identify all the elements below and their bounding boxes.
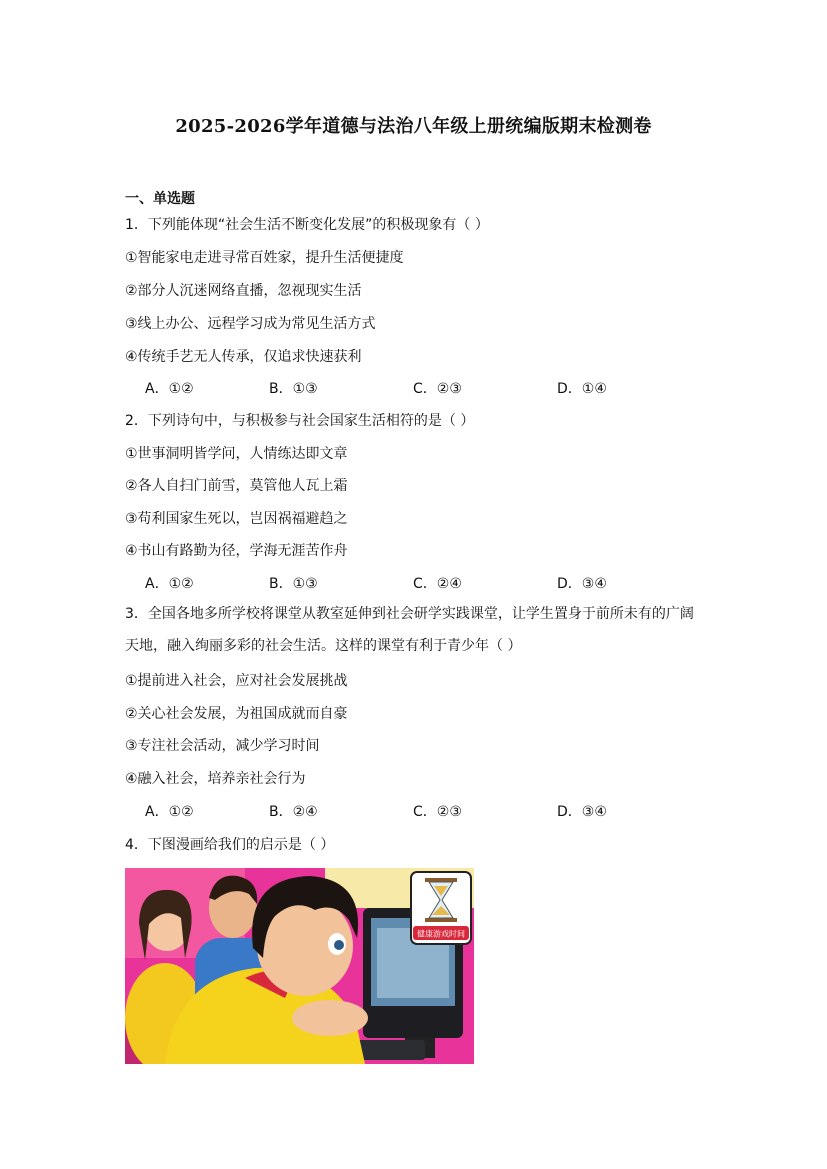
question-3-stem: 3．全国各地多所学校将课堂从教室延伸到社会研学实践课堂，让学生置身于前所未有的广阔天地，融入绚丽多彩的社会生活。这样的课堂有利于青少年（ ） [125, 606, 694, 654]
option-c[interactable]: C．②④ [413, 576, 462, 592]
option-d[interactable]: D．③④ [557, 804, 607, 820]
question-2-options [145, 573, 705, 593]
question-3-item-4: ④融入社会，培养亲社会行为 [125, 771, 306, 787]
question-2-item-4: ④书山有路勤为径，学海无涯苦作舟 [125, 543, 348, 559]
question-1-item-1: ①智能家电走进寻常百姓家，提升生活便捷度 [125, 250, 404, 266]
question-2-item-1: ①世事洞明皆学问，人情练达即文章 [125, 446, 348, 462]
sign-text: 健康游戏时间 [417, 929, 465, 939]
question-1-item-2: ②部分人沉迷网络直播，忽视现实生活 [125, 283, 362, 299]
page-title: 2025-2026学年道德与法治八年级上册统编版期末检测卷 [175, 116, 652, 137]
question-3-options [145, 801, 705, 821]
option-a[interactable]: A．①② [145, 381, 194, 397]
question-1-stem: 1．下列能体现“社会生活不断变化发展”的积极现象有（ ） [125, 217, 489, 233]
option-a[interactable]: A．①② [145, 576, 194, 592]
option-b[interactable]: B．①③ [269, 576, 318, 592]
question-2-item-2: ②各人自扫门前雪，莫管他人瓦上霜 [125, 478, 348, 494]
question-1-item-4: ④传统手艺无人传承，仅追求快速获利 [125, 349, 362, 365]
section-heading: 一、单选题 [125, 191, 195, 207]
question-1-options [145, 378, 705, 398]
question-1-item-3: ③线上办公、远程学习成为常见生活方式 [125, 316, 376, 332]
question-2-item-3: ③苟利国家生死以，岂因祸福避趋之 [125, 511, 348, 527]
comic-illustration [125, 868, 474, 1064]
option-c[interactable]: C．②③ [413, 804, 462, 820]
question-3-item-1: ①提前进入社会，应对社会发展挑战 [125, 673, 348, 689]
question-4-stem: 4．下图漫画给我们的启示是（ ） [125, 837, 335, 853]
question-3-item-2: ②关心社会发展，为祖国成就而自豪 [125, 706, 348, 722]
option-b[interactable]: B．②④ [269, 804, 318, 820]
option-b[interactable]: B．①③ [269, 381, 318, 397]
option-d[interactable]: D．①④ [557, 381, 607, 397]
option-c[interactable]: C．②③ [413, 381, 462, 397]
question-2-stem: 2．下列诗句中，与积极参与社会国家生活相符的是（ ） [125, 413, 475, 429]
option-a[interactable]: A．①② [145, 804, 194, 820]
question-3-item-3: ③专注社会活动，减少学习时间 [125, 738, 320, 754]
option-d[interactable]: D．③④ [557, 576, 607, 592]
